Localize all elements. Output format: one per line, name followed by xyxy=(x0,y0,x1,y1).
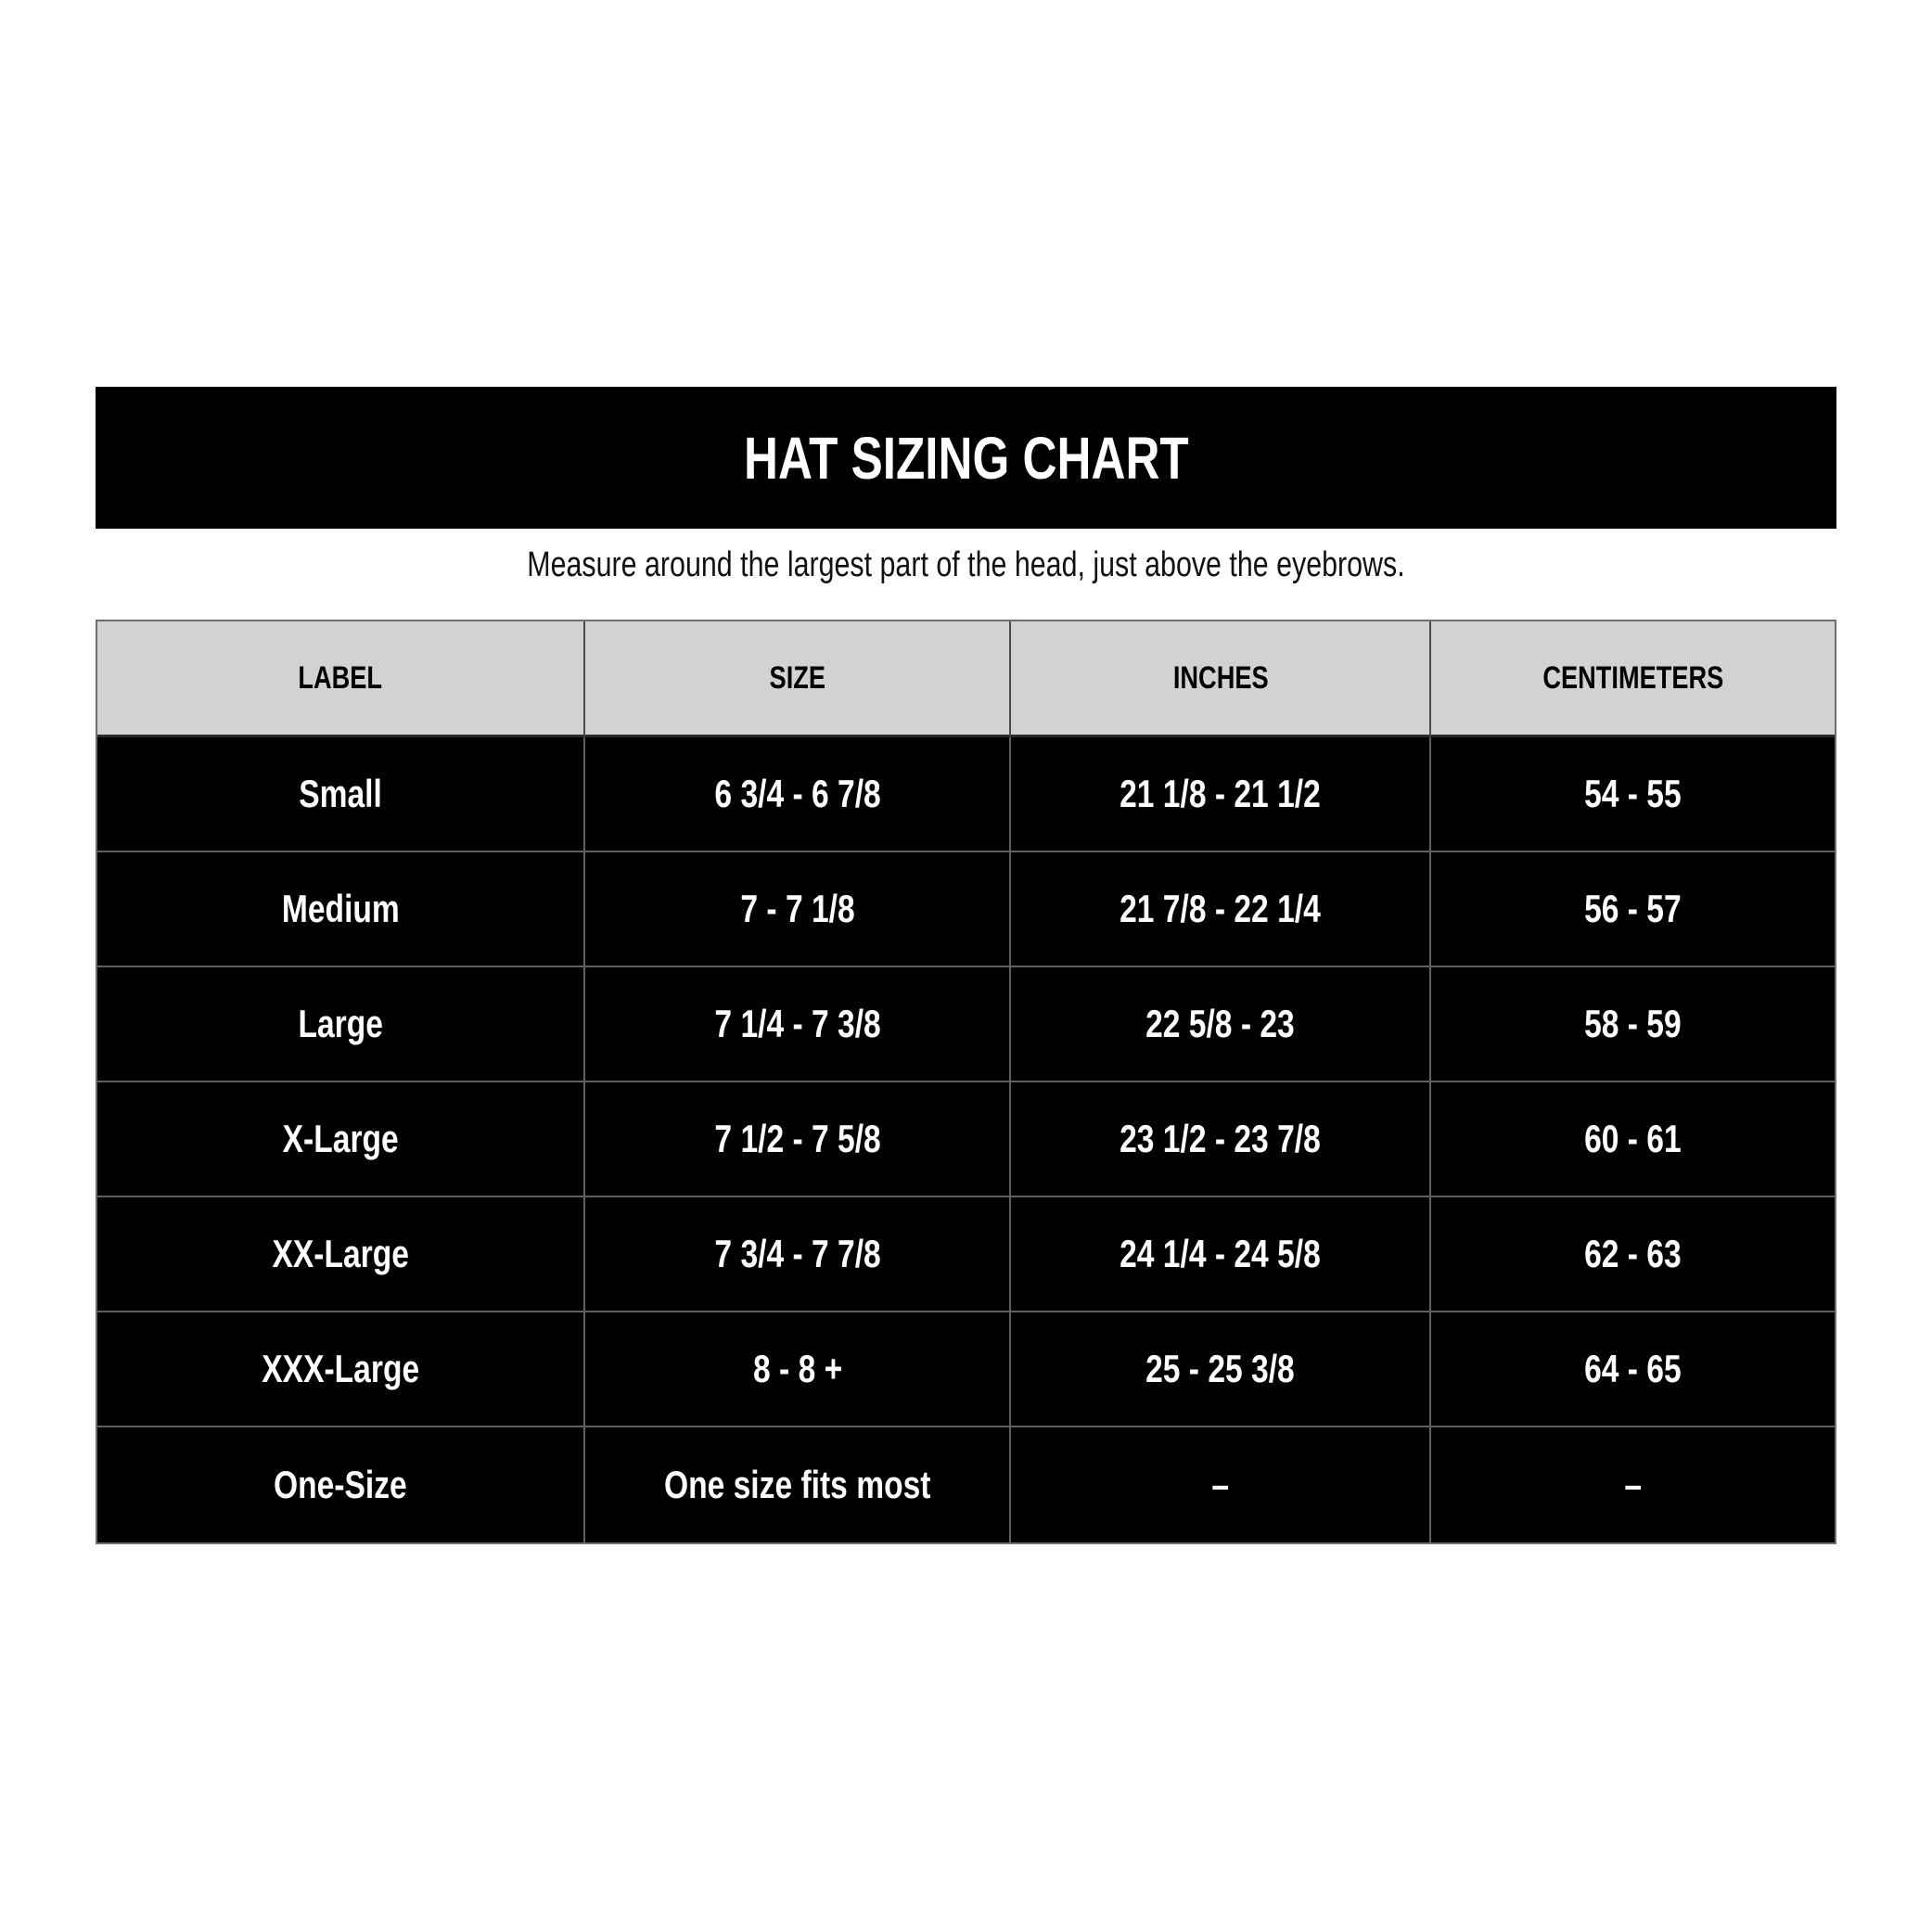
table-row-onesize-inches: – xyxy=(1011,1427,1431,1542)
table-row-medium-centimeters: 56 - 57 xyxy=(1431,852,1835,967)
table-row-xxxlarge-size: 8 - 8 + xyxy=(585,1312,1011,1427)
column-header-inches: INCHES xyxy=(1011,621,1431,737)
table-row-onesize-centimeters: – xyxy=(1431,1427,1835,1542)
table-row-medium-label: Medium xyxy=(97,852,585,967)
column-header-label: LABEL xyxy=(97,621,585,737)
table-row-small-inches: 21 1/8 - 21 1/2 xyxy=(1011,737,1431,852)
table-row-large-label: Large xyxy=(97,967,585,1082)
table-row-xlarge-label: X-Large xyxy=(97,1082,585,1197)
table-row-small-size: 6 3/4 - 6 7/8 xyxy=(585,737,1011,852)
table-row-xxlarge-inches: 24 1/4 - 24 5/8 xyxy=(1011,1197,1431,1312)
table-row-medium-size: 7 - 7 1/8 xyxy=(585,852,1011,967)
table-row-xlarge-inches: 23 1/2 - 23 7/8 xyxy=(1011,1082,1431,1197)
table-row-xxxlarge-label: XXX-Large xyxy=(97,1312,585,1427)
hat-sizing-table xyxy=(96,620,1836,1544)
table-row-large-size: 7 1/4 - 7 3/8 xyxy=(585,967,1011,1082)
table-row-xxlarge-label: XX-Large xyxy=(97,1197,585,1312)
table-row-small-label: Small xyxy=(97,737,585,852)
table-row-onesize-label: One-Size xyxy=(97,1427,585,1542)
page-title: HAT SIZING CHART xyxy=(743,424,1189,492)
title-banner xyxy=(96,387,1836,529)
table-row-xxxlarge-inches: 25 - 25 3/8 xyxy=(1011,1312,1431,1427)
table-row-xlarge-centimeters: 60 - 61 xyxy=(1431,1082,1835,1197)
column-header-centimeters: CENTIMETERS xyxy=(1431,621,1835,737)
table-row-xxxlarge-centimeters: 64 - 65 xyxy=(1431,1312,1835,1427)
table-row-xlarge-size: 7 1/2 - 7 5/8 xyxy=(585,1082,1011,1197)
table-row-large-inches: 22 5/8 - 23 xyxy=(1011,967,1431,1082)
table-row-onesize-size: One size fits most xyxy=(585,1427,1011,1542)
table-row-medium-inches: 21 7/8 - 22 1/4 xyxy=(1011,852,1431,967)
table-row-large-centimeters: 58 - 59 xyxy=(1431,967,1835,1082)
column-header-size: SIZE xyxy=(585,621,1011,737)
table-row-xxlarge-size: 7 3/4 - 7 7/8 xyxy=(585,1197,1011,1312)
table-row-xxlarge-centimeters: 62 - 63 xyxy=(1431,1197,1835,1312)
measurement-instructions: Measure around the largest part of the head, just above the eyebrows. xyxy=(527,545,1405,584)
table-row-small-centimeters: 54 - 55 xyxy=(1431,737,1835,852)
